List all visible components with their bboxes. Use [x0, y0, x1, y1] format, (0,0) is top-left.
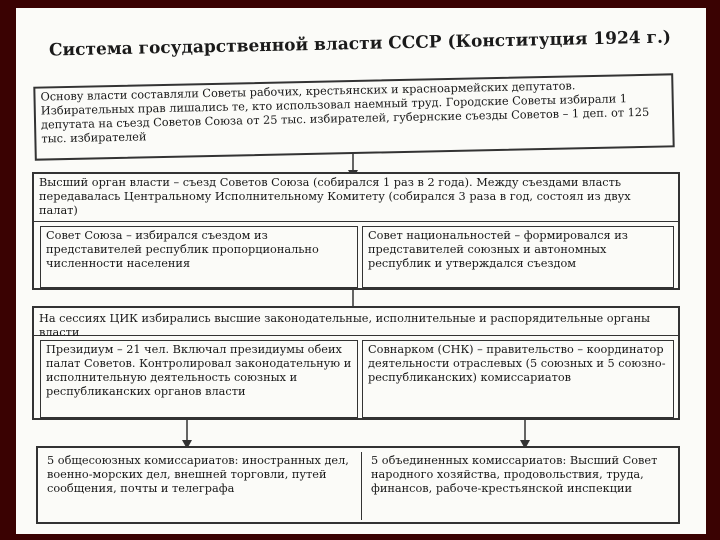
cik-box	[32, 306, 680, 420]
union-council-cell	[40, 226, 358, 288]
nationalities-council-cell	[362, 226, 674, 288]
presidium-cell	[40, 340, 358, 418]
supreme-text: Высший орган власти – съезд Советов Союза (собирался 1 раз в 2 года). Между съездами власть передавалась Центральному Исполнительному Комитету (собирался 3 раза в год, состоял из двух палат)	[39, 176, 631, 217]
all-union-cell	[42, 452, 362, 520]
union-council-text: Совет Союза – избирался съездом из представителей республик пропорционально численности населения	[46, 229, 319, 270]
basis-text: Основу власти составляли Советы рабочих, крестьянских и красноармейских депутатов. Избирательных прав лишались те, кто использовал наемный труд. Городские Советы избирали 1 депутата на съезд Советов Союза от 25 тыс. избирателей, губернские съезды Советов – 1 деп. от 125 тыс. избирателей	[40, 79, 650, 146]
united-text: 5 объединенных комиссариатов: Высший Совет народного хозяйства, продовольствия, труда, финансов, рабоче-крестьянской инспекции	[371, 454, 658, 495]
diagram-title: Система государственной власти СССР (Конституция 1924 г.)	[48, 27, 672, 61]
united-cell	[366, 452, 676, 520]
sovnarkom-cell	[362, 340, 674, 418]
basis-box	[33, 73, 674, 160]
supreme-header	[34, 174, 678, 222]
commissariats-box	[36, 446, 680, 524]
supreme-box	[32, 172, 680, 290]
sovnarkom-text: Совнарком (СНК) – правительство – координатор деятельности отраслевых (5 союзных и 5 союзно-республиканских) комиссариатов	[368, 343, 666, 384]
cik-text: На сессиях ЦИК избирались высшие законодательные, исполнительные и распорядительные органы власти	[39, 312, 651, 339]
nationalities-council-text: Совет национальностей – формировался из представителей союзных и автономных республик и утверждался съездом	[368, 229, 628, 270]
all-union-text: 5 общесоюзных комиссариатов: иностранных дел, военно-морских дел, внешней торговли, путей сообщения, почты и телеграфа	[47, 454, 349, 495]
cik-header	[34, 308, 678, 339]
presidium-text: Президиум – 21 чел. Включал президиумы обеих палат Советов. Контролировал законодательную и исполнительную деятельность союзных и республиканских органов власти	[46, 343, 352, 398]
